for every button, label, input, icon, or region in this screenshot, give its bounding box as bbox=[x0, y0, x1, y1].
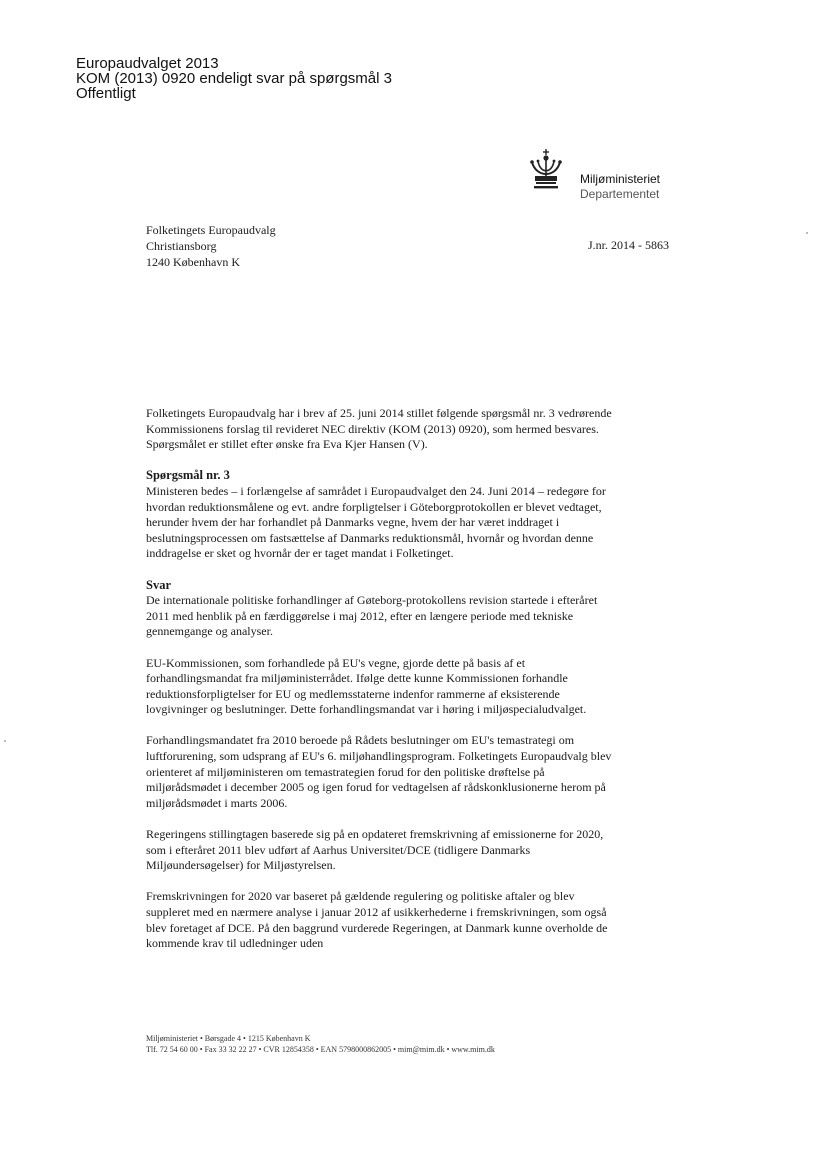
scan-speck bbox=[806, 232, 808, 234]
header-line-3: Offentligt bbox=[76, 85, 136, 102]
letter-body bbox=[146, 406, 616, 967]
recipient-line-2: Christiansborg bbox=[146, 239, 217, 253]
document-header bbox=[76, 56, 392, 101]
question-text: Ministeren bedes – i forlængelse af samrådet i Europaudvalget den 24. Juni 2014 – redegøre for hvordan reduktionsmålene og evt. andre forpligtelser i Göteborgprotokollen er blevet vedtaget, herunder hvem der har forhandlet på Danmarks vegne, hvem der har været inddraget i beslutningsprocessen om fastsættelse af Danmarks reduktionsmål, hvornår og hvordan denne inddragelse er sket og hvornår der er taget mandat i Folketinget. bbox=[146, 483, 606, 561]
answer-paragraph-1: De internationale politiske forhandlinger af Gøteborg-protokollens revision startede i efteråret 2011 med henblik på en færdiggørelse i maj 2012, efter en længere periode med tekniske gennemgange og analyser. bbox=[146, 593, 598, 639]
journal-number: J.nr. 2014 - 5863 bbox=[588, 238, 669, 252]
header-line-1: Europaudvalget 2013 bbox=[76, 55, 219, 72]
answer-paragraph-4: Regeringens stillingtagen baserede sig på en opdateret fremskrivning af emissionerne for 2020, som i efteråret 2011 blev udført af Aarhus Universitet/DCE (tidligere Danmarks Miljøundersøgelser) for Miljøstyrelsen. bbox=[146, 827, 604, 873]
answer-paragraph-3: Forhandlingsmandatet fra 2010 beroede på Rådets beslutninger om EU's temastrategi om luftforurening, som udsprang af EU's 6. miljøhandlingsprogram. Folketingets Europaudvalg blev orienteret af miljøministeren om temastrategien forud for den politiske drøftelse på miljørådsmødet i december 2005 og igen forud for vedtagelsen af rådskonklusionerne herom på miljørådsmødet i marts 2006. bbox=[146, 733, 612, 810]
question-heading: Spørgsmål nr. 3 bbox=[146, 468, 230, 483]
footer-contact: Tlf. 72 54 60 00 • Fax 33 32 22 27 • CVR 12854358 • EAN 5798000862005 • mim@mim.dk • www.mim.dk bbox=[146, 1044, 495, 1054]
ministry-name: Miljøministeriet bbox=[580, 172, 661, 186]
header-line-2: KOM (2013) 0920 endeligt svar på spørgsmål 3 bbox=[76, 70, 392, 87]
intro-paragraph: Folketingets Europaudvalg har i brev af 25. juni 2014 stillet følgende spørgsmål nr. 3 vedrørende Kommissionens forslag til revideret NEC direktiv (KOM (2013) 0920), som hermed besvares. Spørgsmålet er stillet efter ønske fra Eva Kjer Hansen (V). bbox=[146, 406, 612, 452]
answer-heading: Svar bbox=[146, 577, 171, 592]
crown-icon bbox=[526, 148, 566, 190]
footer-address: Miljøministeriet • Børsgade 4 • 1215 København K bbox=[146, 1034, 311, 1043]
recipient-address bbox=[146, 222, 276, 270]
answer-paragraph-2: EU-Kommissionen, som forhandlede på EU's vegne, gjorde dette på basis af et forhandlingsmandat fra miljøministerrådet. Ifølge dette kunne Kommissionen forhandle reduktionsforpligtelser for EU og medlemsstaterne indenfor rammerne af eksisterende lovgivninger og beslutninger. Dette forhandlingsmandat var i høring i miljøspecialudvalget. bbox=[146, 655, 587, 717]
recipient-line-3: 1240 København K bbox=[146, 255, 240, 269]
ministry-department: Departementet bbox=[580, 187, 660, 201]
page-footer bbox=[146, 1034, 495, 1055]
answer-paragraph-5: Fremskrivningen for 2020 var baseret på gældende regulering og politiske aftaler og blev suppleret med en nærmere analyse i januar 2012 af usikkerhederne i fremskrivningen, som også blev foretaget af DCE. På den baggrund vurderede Regeringen, at Danmark kunne overholde de kommende krav til udledninger uden bbox=[146, 889, 608, 951]
ministry-logo bbox=[526, 148, 686, 208]
scan-speck bbox=[4, 740, 6, 742]
recipient-line-1: Folketingets Europaudvalg bbox=[146, 223, 276, 237]
